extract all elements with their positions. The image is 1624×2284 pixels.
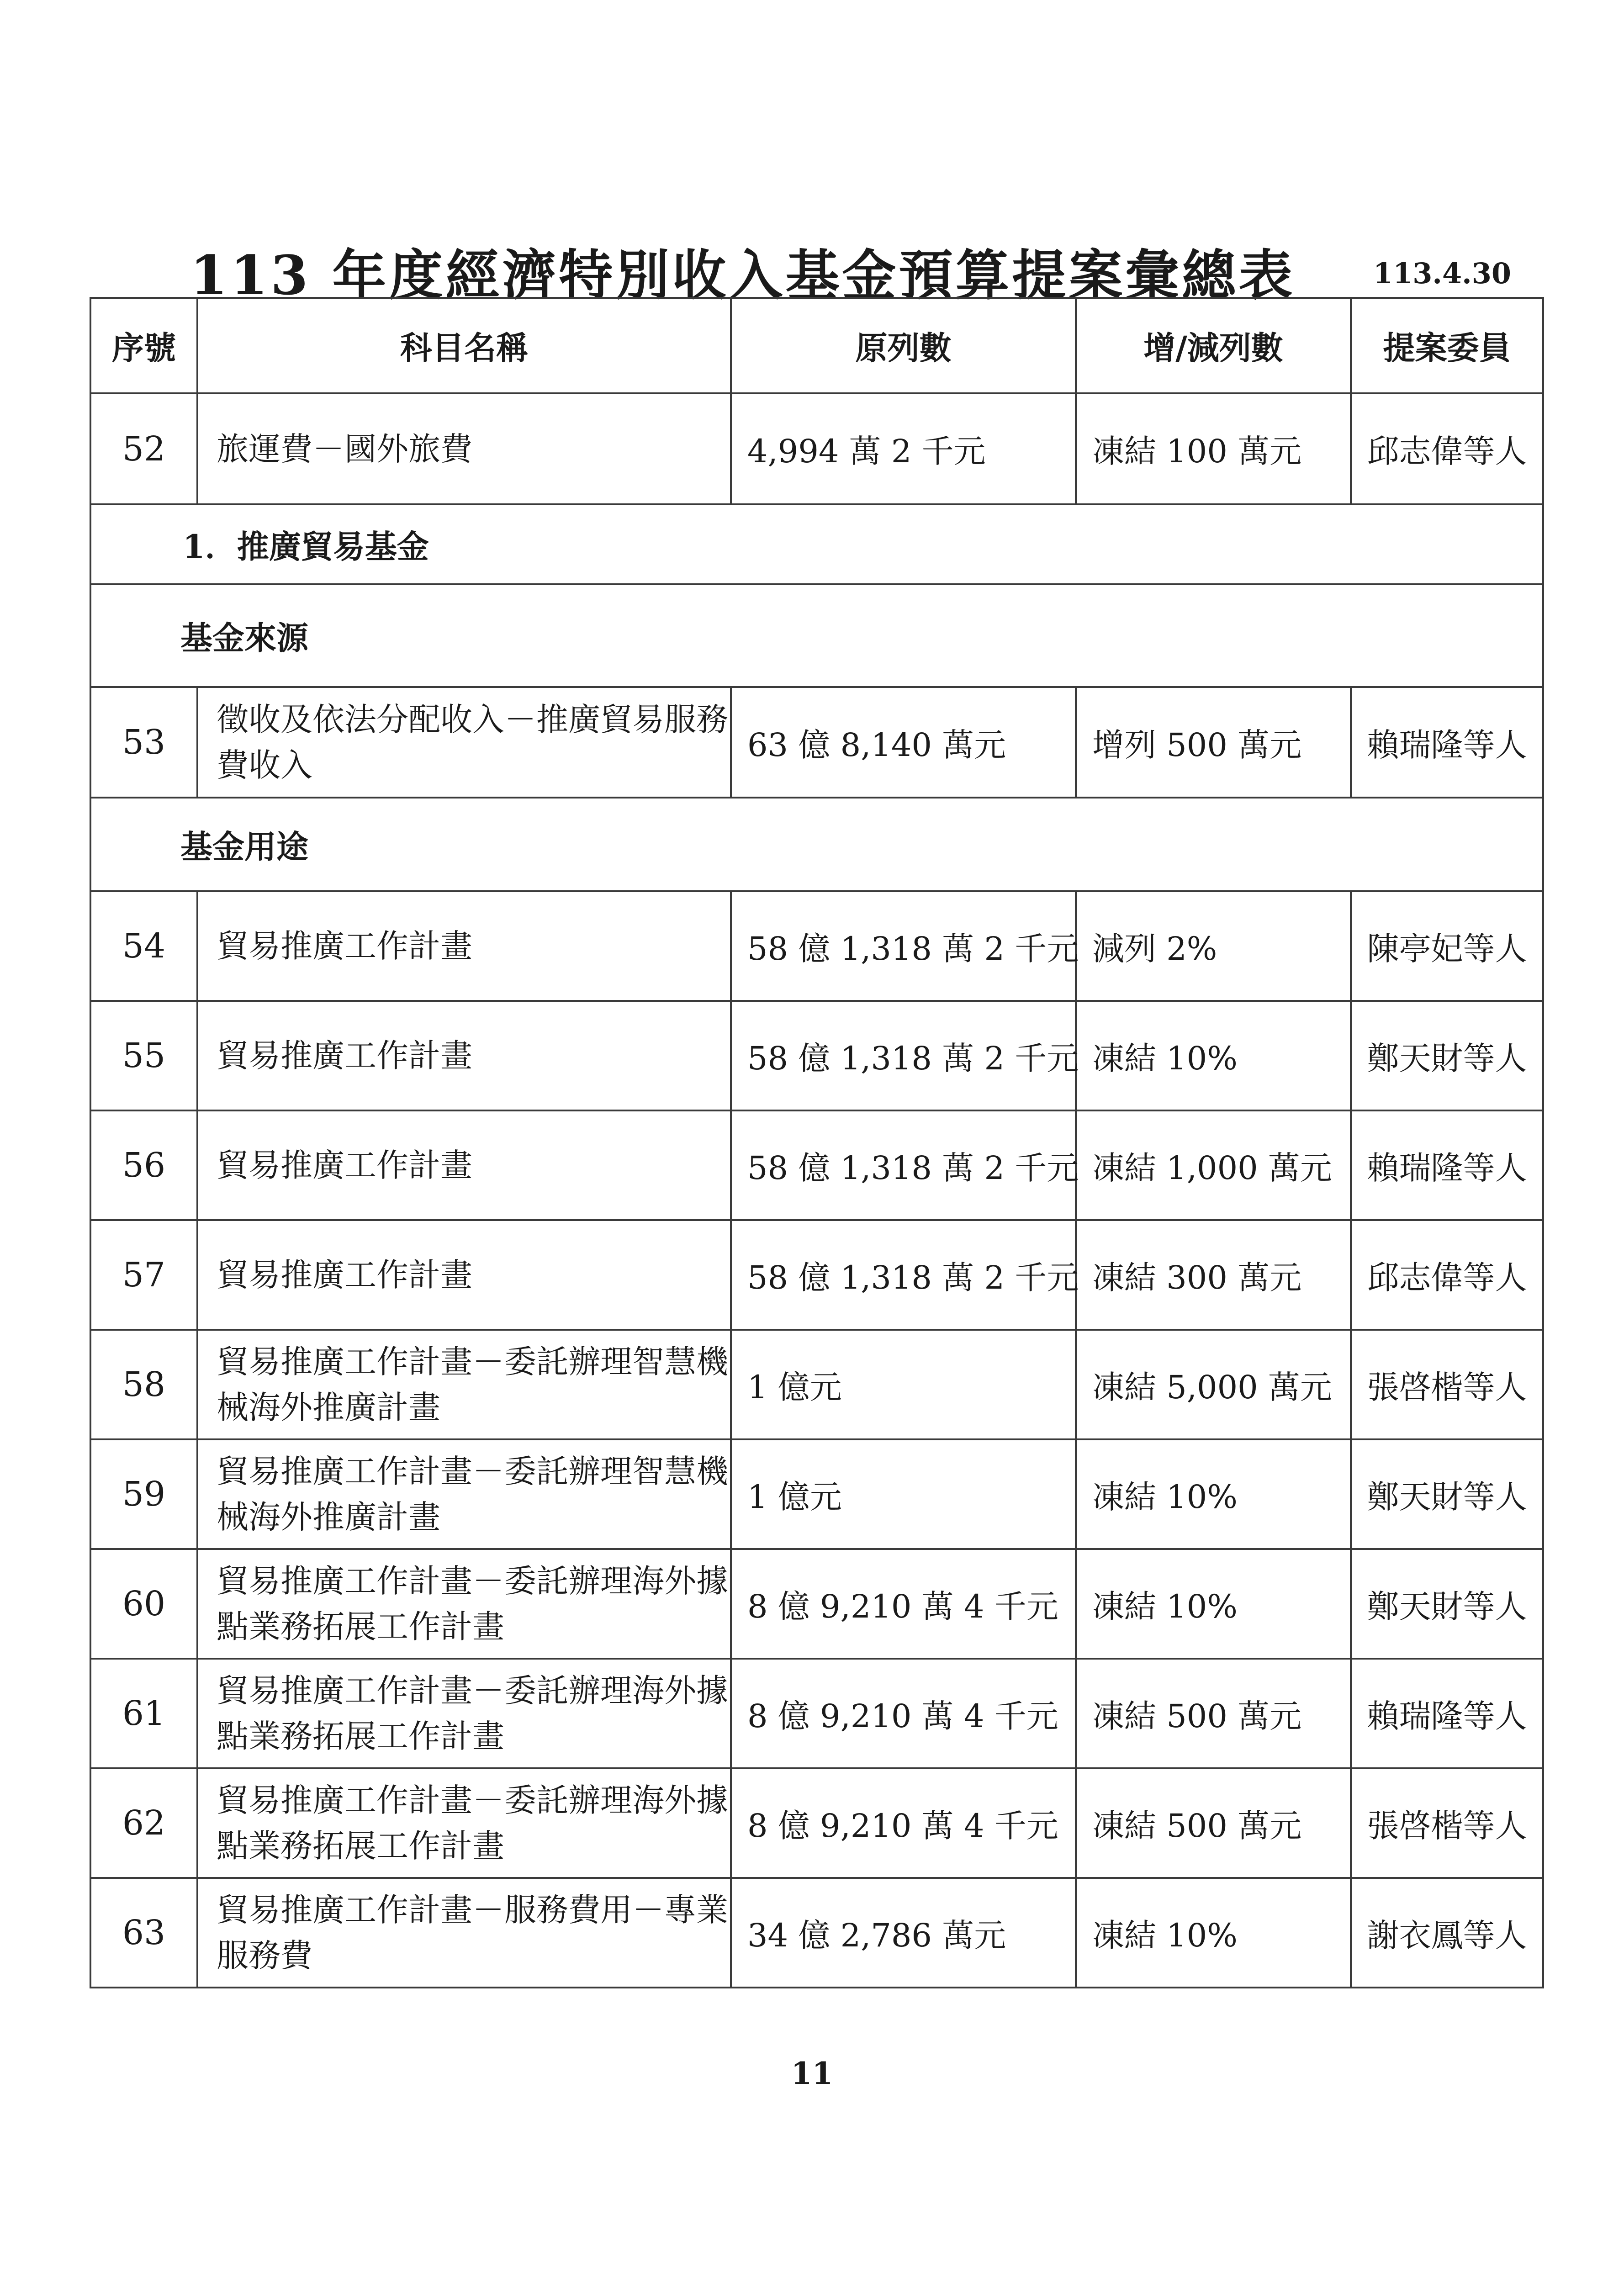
table-row — [90, 1768, 1543, 1878]
col-header-proposer: 提案委員 — [1351, 298, 1543, 393]
adjustment: 凍結 5,000 萬元 — [1076, 1330, 1351, 1439]
page-number: 11 — [791, 2056, 833, 2091]
original-amount: 1 億元 — [731, 1330, 1076, 1439]
item-name: 貿易推廣工作計畫－服務費用－專業服務費 — [197, 1878, 731, 1988]
row-number: 60 — [90, 1549, 197, 1659]
proposer: 陳亭妃等人 — [1351, 891, 1543, 1001]
col-header-original-amount: 原列數 — [731, 298, 1076, 393]
section-title-fund: 1．推廣貿易基金 — [90, 504, 1543, 584]
row-number: 63 — [90, 1878, 197, 1988]
table-header-row — [90, 298, 1543, 393]
col-header-no: 序號 — [90, 298, 197, 393]
adjustment: 凍結 10% — [1076, 1878, 1351, 1988]
adjustment: 凍結 100 萬元 — [1076, 393, 1351, 504]
proposer: 謝衣鳳等人 — [1351, 1878, 1543, 1988]
item-name: 貿易推廣工作計畫－委託辦理智慧機械海外推廣計畫 — [197, 1439, 731, 1549]
proposer: 張啓楷等人 — [1351, 1768, 1543, 1878]
adjustment: 凍結 10% — [1076, 1439, 1351, 1549]
table-row — [90, 393, 1543, 504]
item-name: 貿易推廣工作計畫 — [197, 1220, 731, 1330]
proposer: 鄭天財等人 — [1351, 1549, 1543, 1659]
item-name: 旅運費－國外旅費 — [197, 393, 731, 504]
adjustment: 凍結 1,000 萬元 — [1076, 1110, 1351, 1220]
original-amount: 34 億 2,786 萬元 — [731, 1878, 1076, 1988]
page-title: 113 年度經濟特別收入基金預算提案彙總表 — [190, 243, 1296, 307]
original-amount: 58 億 1,318 萬 2 千元 — [731, 891, 1076, 1001]
section-row-fund-use — [90, 798, 1543, 891]
adjustment: 凍結 10% — [1076, 1001, 1351, 1110]
original-amount: 1 億元 — [731, 1439, 1076, 1549]
item-name: 貿易推廣工作計畫－委託辦理海外據點業務拓展工作計畫 — [197, 1659, 731, 1768]
document-date: 113.4.30 — [1373, 257, 1512, 290]
row-number: 55 — [90, 1001, 197, 1110]
item-name: 貿易推廣工作計畫 — [197, 891, 731, 1001]
row-number: 52 — [90, 393, 197, 504]
table-row — [90, 1330, 1543, 1439]
section-title-fund-use: 基金用途 — [90, 798, 1543, 891]
item-name: 貿易推廣工作計畫 — [197, 1110, 731, 1220]
row-number: 54 — [90, 891, 197, 1001]
item-name: 徵收及依法分配收入－推廣貿易服務費收入 — [197, 687, 731, 798]
table-row — [90, 1878, 1543, 1988]
adjustment: 凍結 500 萬元 — [1076, 1659, 1351, 1768]
table-row — [90, 1001, 1543, 1110]
table-row — [90, 891, 1543, 1001]
adjustment: 減列 2% — [1076, 891, 1351, 1001]
proposer: 賴瑞隆等人 — [1351, 1110, 1543, 1220]
section-row-fund — [90, 504, 1543, 584]
item-name: 貿易推廣工作計畫－委託辦理海外據點業務拓展工作計畫 — [197, 1768, 731, 1878]
item-name: 貿易推廣工作計畫－委託辦理智慧機械海外推廣計畫 — [197, 1330, 731, 1439]
proposer: 鄭天財等人 — [1351, 1001, 1543, 1110]
proposer: 鄭天財等人 — [1351, 1439, 1543, 1549]
table-row — [90, 687, 1543, 798]
original-amount: 4,994 萬 2 千元 — [731, 393, 1076, 504]
proposer: 賴瑞隆等人 — [1351, 1659, 1543, 1768]
original-amount: 8 億 9,210 萬 4 千元 — [731, 1659, 1076, 1768]
row-number: 59 — [90, 1439, 197, 1549]
original-amount: 8 億 9,210 萬 4 千元 — [731, 1768, 1076, 1878]
adjustment: 凍結 500 萬元 — [1076, 1768, 1351, 1878]
adjustment: 增列 500 萬元 — [1076, 687, 1351, 798]
table-row — [90, 1659, 1543, 1768]
table-row — [90, 1439, 1543, 1549]
row-number: 53 — [90, 687, 197, 798]
row-number: 62 — [90, 1768, 197, 1878]
budget-proposal-table — [90, 297, 1544, 1988]
section-row-fund-source — [90, 584, 1543, 687]
proposer: 邱志偉等人 — [1351, 393, 1543, 504]
col-header-adjustment: 增/減列數 — [1076, 298, 1351, 393]
table-row — [90, 1549, 1543, 1659]
proposer: 賴瑞隆等人 — [1351, 687, 1543, 798]
row-number: 56 — [90, 1110, 197, 1220]
section-title-fund-source: 基金來源 — [90, 584, 1543, 687]
table-row — [90, 1220, 1543, 1330]
original-amount: 58 億 1,318 萬 2 千元 — [731, 1220, 1076, 1330]
item-name: 貿易推廣工作計畫 — [197, 1001, 731, 1110]
col-header-item-name: 科目名稱 — [197, 298, 731, 393]
row-number: 58 — [90, 1330, 197, 1439]
proposer: 邱志偉等人 — [1351, 1220, 1543, 1330]
item-name: 貿易推廣工作計畫－委託辦理海外據點業務拓展工作計畫 — [197, 1549, 731, 1659]
table-row — [90, 1110, 1543, 1220]
original-amount: 8 億 9,210 萬 4 千元 — [731, 1549, 1076, 1659]
original-amount: 63 億 8,140 萬元 — [731, 687, 1076, 798]
row-number: 57 — [90, 1220, 197, 1330]
proposer: 張啓楷等人 — [1351, 1330, 1543, 1439]
original-amount: 58 億 1,318 萬 2 千元 — [731, 1001, 1076, 1110]
title-row — [90, 232, 1533, 307]
original-amount: 58 億 1,318 萬 2 千元 — [731, 1110, 1076, 1220]
adjustment: 凍結 300 萬元 — [1076, 1220, 1351, 1330]
adjustment: 凍結 10% — [1076, 1549, 1351, 1659]
row-number: 61 — [90, 1659, 197, 1768]
